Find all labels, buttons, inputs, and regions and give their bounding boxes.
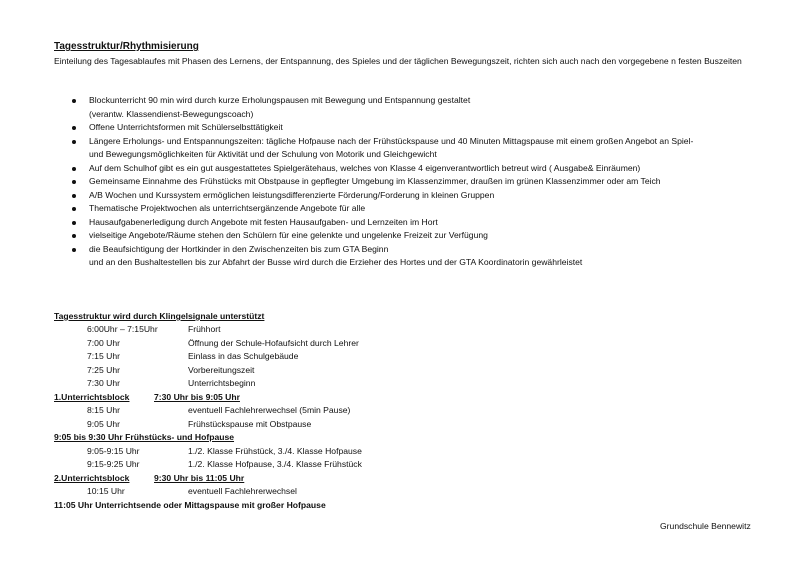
- list-item: [70, 202, 770, 216]
- schedule-time: 6:00Uhr – 7:15Uhr: [87, 324, 158, 334]
- block-heading: [54, 391, 240, 405]
- schedule-desc: Frühstückspause mit Obstpause: [188, 418, 312, 429]
- schedule-desc: eventuell Fachlehrerwechsel (5min Pause): [188, 405, 351, 415]
- schedule-desc: Vorbereitungszeit: [188, 364, 255, 375]
- list-item: [70, 175, 770, 189]
- list-item: [70, 229, 770, 243]
- schedule-desc: 1./2. Klasse Hofpause, 3./4. Klasse Frühstück: [188, 459, 362, 469]
- block-label: 2.Unterrichtsblock: [54, 472, 130, 483]
- list-item-line: Hausaufgabenerledigung durch Angebote mit festen Hausaufgaben- und Lernzeiten im Hort: [89, 216, 438, 227]
- schedule-title: Tagesstruktur wird durch Klingelsignale unterstützt: [54, 311, 265, 321]
- bullet-list: [70, 94, 770, 270]
- list-item: [70, 94, 770, 121]
- schedule-time: 7:00 Uhr: [87, 337, 120, 348]
- block-time: 7:30 Uhr bis 9:05 Uhr: [154, 391, 240, 402]
- schedule-time: 9:05 Uhr: [87, 418, 120, 429]
- list-item: [70, 243, 770, 270]
- list-item-line: A/B Wochen und Kurssystem ermöglichen leistungsdifferenzierte Förderung/Forderung in kleinen Gruppen: [89, 189, 495, 200]
- schedule-time: 7:15 Uhr: [87, 351, 120, 361]
- schedule-time: 9:05-9:15 Uhr: [87, 445, 140, 456]
- break-heading: [54, 431, 234, 445]
- list-item-line: und an den Bushaltestellen bis zur Abfahrt der Busse wird durch die Erzieher des Hortes und der GTA Koordinatorin gewährleistet: [89, 257, 583, 267]
- list-item: [70, 135, 770, 162]
- list-item-line: Blockunterricht 90 min wird durch kurze Erholungspausen mit Bewegung und Entspannung gestaltet: [89, 95, 471, 105]
- schedule-desc: Öffnung der Schule-Hofaufsicht durch Lehrer: [188, 337, 359, 348]
- schedule-time: 7:25 Uhr: [87, 364, 120, 375]
- list-item-line: Gemeinsame Einnahme des Frühstücks mit Obstpause in gepflegter Umgebung im Klassenzimmer, draußen im grünen Klassenzimmer oder am Teich: [89, 176, 661, 186]
- break-label: 9:05 bis 9:30 Uhr Frühstücks- und Hofpause: [54, 432, 235, 442]
- list-item-line: (verantw. Klassendienst-Bewegungscoach): [89, 108, 254, 119]
- schedule-time: 10:15 Uhr: [87, 486, 125, 496]
- list-item: [70, 189, 770, 203]
- list-item-line: die Beaufsichtigung der Hortkinder in den Zwischenzeiten bis zum GTA Beginn: [89, 243, 389, 254]
- list-item: [70, 162, 770, 176]
- document-title: Tagesstruktur/Rhythmisierung: [54, 41, 199, 52]
- list-item-line: Offene Unterrichtsformen mit Schülerselbsttätigkeit: [89, 122, 283, 132]
- intro-paragraph: Einteilung des Tagesablaufes mit Phasen des Lernens, der Entspannung, des Spieles und der täglichen Bewegungszeit, richten sich auch nach den vorgegebene n festen Buszeiten: [54, 56, 742, 66]
- schedule-desc: 1./2. Klasse Frühstück, 3./4. Klasse Hofpause: [188, 445, 362, 456]
- schedule-time: 9:15-9:25 Uhr: [87, 459, 140, 469]
- list-item-line: Längere Erholungs- und Entspannungszeiten: tägliche Hofpause nach der Frühstückspause und 40 Minuten Mittagspause mit einem großen Angebot an Spiel-: [89, 135, 694, 146]
- list-item: [70, 216, 770, 230]
- schedule-desc: Frühhort: [188, 324, 221, 334]
- end-label: 11:05 Uhr Unterrichtsende oder Mittagspause mit großer Hofpause: [54, 499, 326, 510]
- end-line: [54, 499, 326, 513]
- block-label: 1.Unterrichtsblock: [54, 391, 130, 402]
- list-item-line: und Bewegungsmöglichkeiten für Aktivität und der Schulung von Motorik und Gleichgewicht: [89, 149, 437, 159]
- block-time: 9:30 Uhr bis 11:05 Uhr: [154, 472, 245, 483]
- schedule-time: 8:15 Uhr: [87, 405, 120, 415]
- list-item-line: Auf dem Schulhof gibt es ein gut ausgestattetes Spielgerätehaus, welches von Klasse 4 eigenverantwortlich betreut wird ( Ausgabe& Einräumen): [89, 162, 641, 173]
- footer-school-name: Grundschule Bennewitz: [660, 521, 751, 531]
- list-item: [70, 121, 770, 135]
- schedule-desc: Einlass in das Schulgebäude: [188, 351, 299, 361]
- schedule-desc: Unterrichtsbeginn: [188, 378, 256, 388]
- block-heading: [54, 472, 245, 486]
- list-item-line: Thematische Projektwochen als unterrichtsergänzende Angebote für alle: [89, 203, 366, 213]
- schedule-desc: eventuell Fachlehrerwechsel: [188, 486, 297, 496]
- schedule-time: 7:30 Uhr: [87, 378, 120, 388]
- list-item-line: vielseitige Angebote/Räume stehen den Schülern für eine gelenkte und ungelenke Freizeit zur Verfügung: [89, 230, 488, 240]
